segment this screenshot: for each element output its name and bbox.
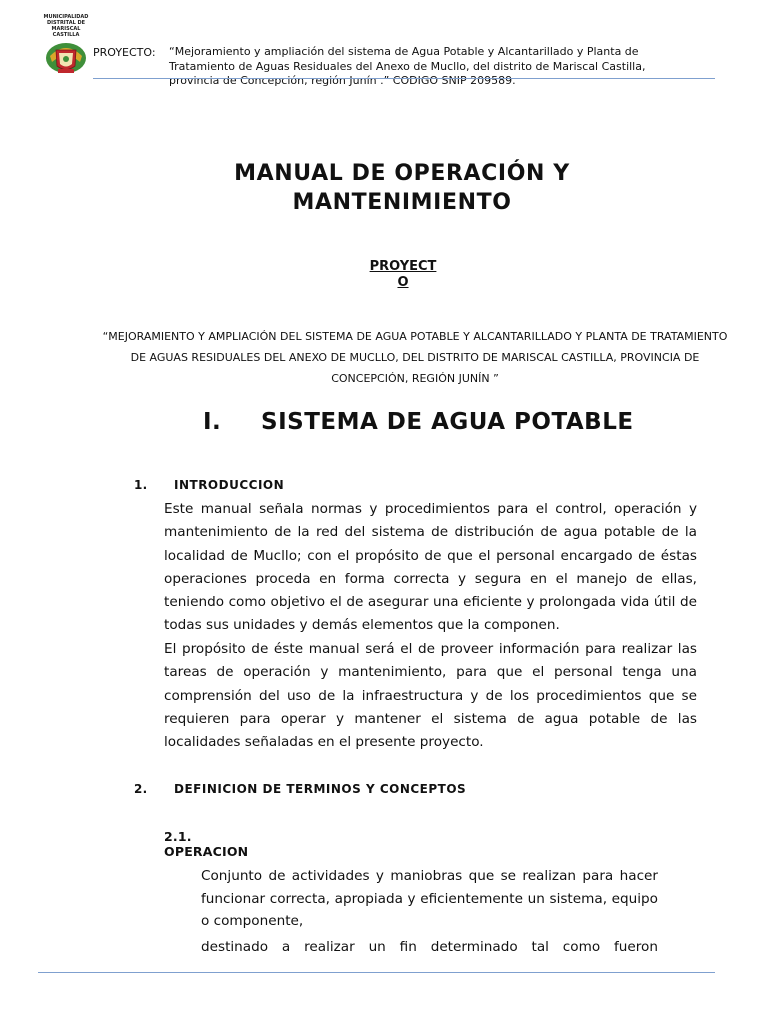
project-header-text: “Mejoramiento y ampliación del sistema de Agua Potable y Alcantarillado y Planta de Tratamiento de Aguas Residuales del Anexo de Mucllo, del distrito de Mariscal Castilla, provincia de Concepción, región Junín .” CODIGO SNIP 209589.	[169, 45, 646, 87]
footer-divider	[38, 972, 715, 973]
proyecto-heading: PROYECT O	[369, 259, 437, 290]
document-title: MANUAL DE OPERACIÓN Y MANTENIMIENTO	[234, 161, 570, 215]
subsection-2-number: 2.	[134, 782, 148, 796]
operacion-definition: Conjunto de actividades y maniobras que se realizan para hacer funcionar correcta, apropiada y eficientemente un sistema, equipo o componente,	[201, 868, 658, 929]
project-label: PROYECTO:	[93, 46, 156, 59]
section-number: I.	[203, 409, 222, 435]
municipality-name: MUNICIPALIDAD DISTRITAL DE MARISCAL CASTILLA	[43, 14, 89, 38]
operacion-definition-continued: destinado a realizar un fin determinado tal como fueron	[201, 939, 658, 955]
subsection-2-title: DEFINICION DE TERMINOS Y CONCEPTOS	[174, 782, 467, 796]
intro-paragraph-1: Este manual señala normas y procedimientos para el control, operación y mantenimiento de la red del sistema de distribución de agua potable de la localidad de Mucllo; con el propósito de que el personal encargado de éstas operaciones proceda en forma correcta y segura en el manejo de ellas, teniendo como objetivo el de asegurar una eficiente y prolongada vida útil de todas sus unidades y demás elementos que la componen.	[164, 501, 697, 634]
operacion-heading: 2.1. OPERACION	[164, 829, 249, 859]
subsection-1-title: INTRODUCCION	[174, 478, 285, 492]
municipality-logo	[44, 36, 88, 76]
section-title: SISTEMA DE AGUA POTABLE	[261, 409, 634, 435]
project-description: “MEJORAMIENTO Y AMPLIACIÓN DEL SISTEMA DE AGUA POTABLE Y ALCANTARILLADO Y PLANTA DE TRATAMIENTO DE AGUAS RESIDUALES DEL ANEXO DE MUCLLO, DEL DISTRITO DE MARISCAL CASTILLA, PROVINCIA DE CONCEPCIÓN, REGIÓN JUNÍN ”	[102, 330, 728, 385]
intro-paragraph-2: El propósito de éste manual será el de proveer información para realizar las tareas de operación y mantenimiento, para que el personal tenga una comprensión del uso de la infraestructura y de los procedimientos que se requieren para operar y mantener el sistema de agua potable de las localidades señaladas en el presente proyecto.	[164, 641, 697, 751]
subsection-1-number: 1.	[134, 478, 148, 492]
header-divider	[93, 78, 715, 79]
